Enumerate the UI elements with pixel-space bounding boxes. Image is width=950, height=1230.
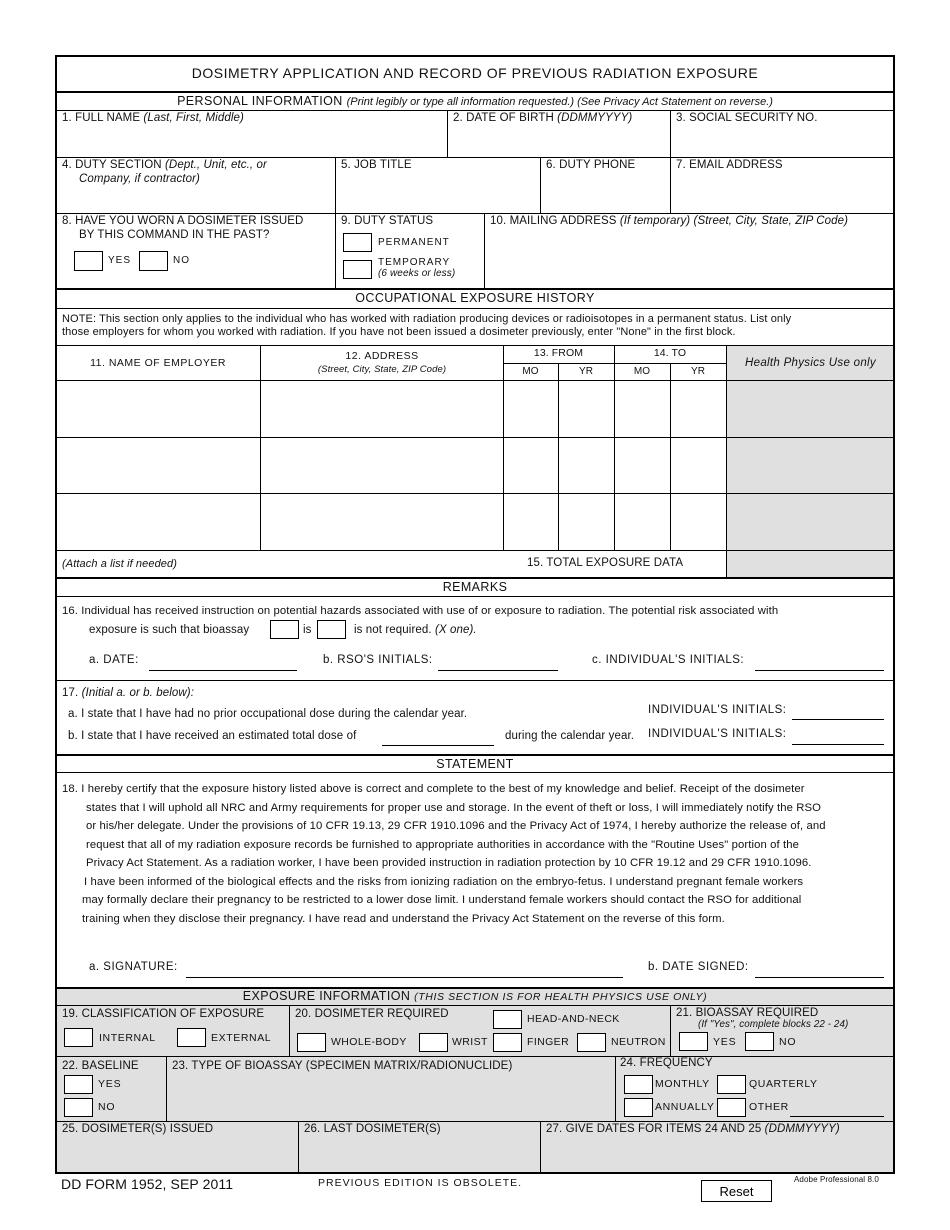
f16-line2a: exposure is such that bioassay (89, 624, 250, 636)
statement-line-2: states that I will uphold all NRC and Army requirements for proper use and storage. In the event of theft or loss, I will immediately notify the RSO (86, 802, 821, 814)
individual-initials-line[interactable] (755, 670, 884, 671)
quarterly-checkbox[interactable] (717, 1075, 746, 1094)
bioassay-yes-label: YES (713, 1036, 737, 1048)
signature-line[interactable] (186, 977, 623, 978)
statement-header: STATEMENT (436, 757, 514, 771)
dosimeter-required-label: 20. DOSIMETER REQUIRED (295, 1008, 449, 1020)
temporary-label: TEMPORARY (378, 257, 451, 268)
other-label: OTHER (749, 1101, 789, 1113)
head-neck-checkbox[interactable] (493, 1010, 522, 1029)
external-checkbox[interactable] (177, 1028, 206, 1047)
f16-line1: 16. Individual has received instruction on potential hazards associated with use of or exposure to radiation. The potential risk associated with (62, 605, 779, 617)
attach-list-note: (Attach a list if needed) (62, 558, 178, 570)
bioassay-required-label: 21. BIOASSAY REQUIRED (676, 1007, 819, 1019)
neutron-checkbox[interactable] (577, 1033, 606, 1052)
duty-section-label: 4. DUTY SECTION (Dept., Unit, etc., or (62, 159, 267, 171)
col-address-header: 12. ADDRESS (345, 350, 419, 362)
permanent-label: PERMANENT (378, 237, 450, 248)
baseline-no-label: NO (98, 1101, 116, 1113)
personal-info-header: PERSONAL INFORMATION (Print legibly or type all information requested.) (See Privacy Act Statement on reverse.) (177, 94, 773, 108)
bioassay-no-checkbox[interactable] (745, 1032, 774, 1051)
date-line[interactable] (149, 670, 297, 671)
statement-line-8: training when they disclose their pregnancy. I have read and understand the Privacy Act Statement on the reverse of this form. (82, 913, 725, 925)
from-yr-header: YR (578, 366, 594, 377)
monthly-checkbox[interactable] (624, 1075, 653, 1094)
baseline-yes-checkbox[interactable] (64, 1075, 93, 1094)
baseline-yes-label: YES (98, 1078, 122, 1090)
occupational-note-line2: those employers for whom you worked with radiation. If you have not been issued a dosimeter previously, enter "None" in the first block. (62, 326, 736, 338)
adobe-note: Adobe Professional 8.0 (794, 1175, 879, 1184)
exposure-info-header: EXPOSURE INFORMATION (THIS SECTION IS FOR HEALTH PHYSICS USE ONLY) (242, 989, 708, 1003)
col-from-header: 13. FROM (533, 347, 584, 359)
occupational-note-line1: NOTE: This section only applies to the individual who has worked with radiation producing devices or radioisotopes in a permanent status. List only (62, 313, 792, 325)
internal-checkbox[interactable] (64, 1028, 93, 1047)
dosimeters-issued-label: 25. DOSIMETER(S) ISSUED (62, 1123, 214, 1135)
last-dosimeters-label: 26. LAST DOSIMETER(S) (304, 1123, 441, 1135)
form-title: DOSIMETRY APPLICATION AND RECORD OF PREVIOUS RADIATION EXPOSURE (191, 65, 759, 81)
f17a-text: a. I state that I have had no prior occupational dose during the calendar year. (68, 708, 468, 720)
statement-line-5: Privacy Act Statement. As a radiation worker, I have been provided instruction in radiation protection by 10 CFR 19.12 and 29 CFR 1910.1096. (86, 857, 812, 869)
occupational-header: OCCUPATIONAL EXPOSURE HISTORY (355, 291, 595, 305)
remarks-header: REMARKS (442, 580, 508, 594)
bioassay-no-label: NO (779, 1036, 797, 1048)
temporary-checkbox[interactable] (343, 260, 372, 279)
other-checkbox[interactable] (717, 1098, 746, 1117)
statement-line-3: or his/her delegate. Under the provisions of 10 CFR 19.13, 29 CFR 1910.1096 and the Privacy Act of 1974, I hereby authorize the release of, and (86, 820, 826, 832)
date-signed-line[interactable] (755, 977, 884, 978)
date-label: a. DATE: (89, 654, 139, 666)
f17b-initials-label: INDIVIDUAL'S INITIALS: (648, 728, 787, 740)
bioassay-is-checkbox[interactable] (270, 620, 299, 639)
col-employer-header: 11. NAME OF EMPLOYER (90, 357, 226, 369)
f17a-initials-label: INDIVIDUAL'S INITIALS: (648, 704, 787, 716)
to-mo-header: MO (633, 366, 651, 377)
duty-status-label: 9. DUTY STATUS (341, 215, 434, 227)
ssn-label: 3. SOCIAL SECURITY NO. (676, 112, 818, 124)
finger-checkbox[interactable] (493, 1033, 522, 1052)
finger-label: FINGER (527, 1036, 570, 1048)
worn-no-checkbox[interactable] (139, 251, 168, 271)
signature-label: a. SIGNATURE: (89, 961, 178, 973)
internal-label: INTERNAL (99, 1032, 156, 1044)
f17a-initials-line[interactable] (792, 719, 884, 720)
f17b-initials-line[interactable] (792, 744, 884, 745)
annually-checkbox[interactable] (624, 1098, 653, 1117)
other-frequency-line[interactable] (790, 1116, 884, 1117)
job-title-label: 5. JOB TITLE (341, 159, 412, 171)
mailing-address-label: 10. MAILING ADDRESS (If temporary) (Street, City, State, ZIP Code) (490, 215, 849, 227)
employer-row-1[interactable] (57, 381, 260, 437)
f17-label: 17. (Initial a. or b. below): (62, 687, 195, 699)
statement-line-6: I have been informed of the biological effects and the risks from ionizing radiation on the embryo-fetus. I understand pregnant female workers (84, 876, 804, 888)
health-physics-header: Health Physics Use only (745, 357, 876, 369)
estimated-dose-line[interactable] (382, 745, 494, 746)
permanent-checkbox[interactable] (343, 233, 372, 252)
whole-body-label: WHOLE-BODY (331, 1036, 407, 1048)
duty-section-note: Company, if contractor) (79, 173, 200, 185)
baseline-no-checkbox[interactable] (64, 1098, 93, 1117)
rso-initials-line[interactable] (438, 670, 558, 671)
total-exposure-label: 15. TOTAL EXPOSURE DATA (527, 557, 684, 569)
bioassay-yes-checkbox[interactable] (679, 1032, 708, 1051)
statement-line-1: 18. I hereby certify that the exposure history listed above is correct and complete to the best of my knowledge and belief. Receipt of the dosimeter (62, 783, 805, 795)
dob-label: 2. DATE OF BIRTH (DDMMYYYY) (453, 112, 633, 124)
worn-yes-label: YES (108, 255, 132, 266)
annually-label: ANNUALLY (655, 1101, 715, 1113)
dosimeter-worn-question: 8. HAVE YOU WORN A DOSIMETER ISSUED (62, 215, 304, 227)
dates-label: 27. GIVE DATES FOR ITEMS 24 AND 25 (DDMMYYYY) (546, 1123, 840, 1135)
statement-line-7: may formally declare their pregnancy to be restricted to a lower dose limit. I understand female workers should contact the RSO for additional (82, 894, 802, 906)
worn-no-label: NO (173, 255, 190, 266)
external-label: EXTERNAL (211, 1032, 272, 1044)
f16-line2b: is not required. (X one). (354, 624, 477, 636)
from-mo-header: MO (522, 366, 539, 377)
dosimeter-worn-question-line2: BY THIS COMMAND IN THE PAST? (79, 229, 270, 241)
worn-yes-checkbox[interactable] (74, 251, 103, 271)
f17b-end: during the calendar year. (505, 730, 635, 742)
individual-initials-label: c. INDIVIDUAL'S INITIALS: (592, 654, 745, 666)
baseline-label: 22. BASELINE (62, 1060, 139, 1072)
bioassay-type-label: 23. TYPE OF BIOASSAY (SPECIMEN MATRIX/RADIONUCLIDE) (172, 1060, 513, 1072)
reset-button[interactable]: Reset (701, 1180, 772, 1202)
email-label: 7. EMAIL ADDRESS (676, 159, 783, 171)
to-yr-header: YR (690, 366, 706, 377)
wrist-label: WRIST (452, 1036, 488, 1048)
whole-body-checkbox[interactable] (297, 1033, 326, 1052)
classification-label: 19. CLASSIFICATION OF EXPOSURE (62, 1008, 265, 1020)
form-id: DD FORM 1952, SEP 2011 (61, 1176, 234, 1192)
f17b-text: b. I state that I have received an estimated total dose of (68, 730, 357, 742)
bioassay-required-note: (If "Yes", complete blocks 22 - 24) (698, 1019, 849, 1030)
head-neck-label: HEAD-AND-NECK (527, 1013, 620, 1025)
quarterly-label: QUARTERLY (749, 1078, 818, 1090)
col-to-header: 14. TO (653, 347, 687, 359)
wrist-checkbox[interactable] (419, 1033, 448, 1052)
frequency-label: 24. FREQUENCY (620, 1057, 713, 1069)
col-address-note: (Street, City, State, ZIP Code) (317, 364, 447, 375)
duty-phone-label: 6. DUTY PHONE (546, 159, 636, 171)
monthly-label: MONTHLY (655, 1078, 710, 1090)
obsolete-note: PREVIOUS EDITION IS OBSOLETE. (318, 1177, 523, 1189)
rso-initials-label: b. RSO'S INITIALS: (323, 654, 433, 666)
employer-row-2[interactable] (57, 438, 260, 493)
statement-line-4: request that all of my radiation exposure records be furnished to appropriate authorities in accordance with the "Routine Uses" portion of the (86, 839, 799, 851)
full-name-label: 1. FULL NAME (Last, First, Middle) (62, 112, 244, 124)
neutron-label: NEUTRON (611, 1036, 666, 1048)
bioassay-is-not-checkbox[interactable] (317, 620, 346, 639)
date-signed-label: b. DATE SIGNED: (648, 961, 749, 973)
temporary-note: (6 weeks or less) (378, 268, 456, 279)
f16-is: is (303, 624, 312, 636)
employer-row-3[interactable] (57, 494, 260, 550)
